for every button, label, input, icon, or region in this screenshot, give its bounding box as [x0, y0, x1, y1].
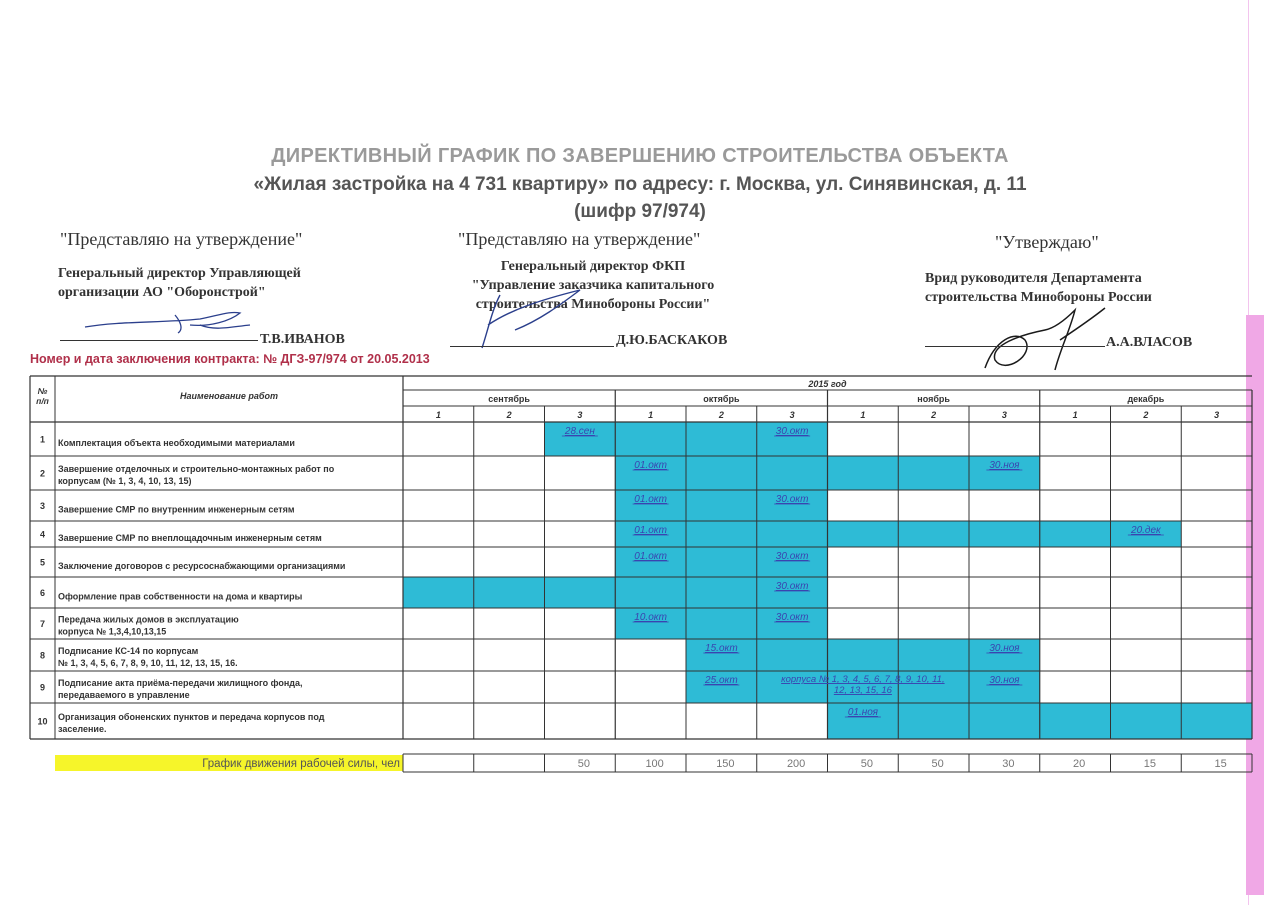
task-name: Подписание КС-14 по корпусам — [58, 646, 199, 656]
decade-label: 2 — [1143, 410, 1149, 420]
decade-label: 2 — [506, 410, 512, 420]
date-label: 30.окт — [775, 426, 809, 437]
workforce-value: 150 — [716, 758, 735, 770]
month-label: сентябрь — [488, 394, 530, 404]
task-bar-8 — [686, 639, 1040, 671]
approval-3-position: Врид руководителя Департамента строительства Минобороны России — [925, 271, 1152, 305]
span-label: 12, 13, 15, 16 — [833, 685, 892, 696]
decade-label: 2 — [931, 410, 937, 420]
document-code: (шифр 97/974) — [574, 201, 706, 222]
date-label: 01.окт — [634, 551, 667, 562]
date-label: 28.сен — [564, 426, 595, 437]
workforce-value: 20 — [1073, 758, 1086, 770]
date-label: 25.окт — [705, 675, 738, 686]
col-num-header: п/п — [36, 396, 49, 406]
year-label: 2015 год — [808, 379, 847, 389]
workforce-value: 30 — [1002, 758, 1015, 770]
task-name: Передача жилых домов в эксплуатацию — [58, 614, 239, 625]
workforce-value: 50 — [577, 758, 590, 770]
date-label: 30.окт — [775, 581, 809, 592]
contract-number: Номер и дата заключения контракта: № ДГЗ-97/974 от 20.05.2013 — [30, 352, 430, 366]
date-label: 15.окт — [705, 643, 738, 654]
task-number: 2 — [39, 468, 46, 479]
approval-1-position: Генеральный директор Управляющей организации АО "Оборонстрой" — [58, 266, 301, 300]
date-label: 30.ноя — [989, 675, 1020, 686]
decade-label: 2 — [718, 410, 724, 420]
decade-label: 3 — [1001, 410, 1007, 420]
task-name: корпусам (№ 1, 3, 4, 10, 13, 15) — [58, 476, 192, 486]
date-label: 30.ноя — [989, 643, 1020, 654]
col-name-header: Наименование работ — [180, 391, 278, 401]
task-name: заселение. — [58, 724, 107, 734]
task-name: Завершение СМР по внутренним инженерным сетям — [58, 504, 295, 515]
workforce-label: График движения рабочей силы, чел — [202, 758, 400, 770]
month-label: октябрь — [703, 394, 740, 404]
date-label: 01.окт — [634, 494, 667, 505]
date-label: 10.окт — [634, 612, 667, 623]
task-number: 7 — [39, 619, 46, 629]
workforce-value: 50 — [860, 758, 873, 770]
date-label: 30.окт — [775, 494, 809, 505]
date-label: 30.окт — [775, 551, 809, 562]
workforce-value: 50 — [931, 758, 944, 770]
task-name: Организация обоненских пунктов и передача корпусов под — [58, 712, 325, 722]
decade-label: 3 — [1214, 410, 1220, 420]
span-label: корпуса № 1, 3, 4, 5, 6, 7, 8, 9, 10, 11, — [781, 674, 945, 685]
date-label: 01.ноя — [847, 707, 878, 718]
workforce-value: 15 — [1143, 758, 1156, 770]
task-name: Завершение СМР по внеплощадочным инженерным сетям — [58, 533, 322, 543]
date-label: 01.окт — [634, 460, 667, 471]
task-number: 9 — [39, 682, 46, 693]
task-name: передаваемого в управление — [58, 690, 190, 700]
task-name: Подписание акта приёма-передачи жилищного фонда, — [58, 678, 303, 688]
date-label: 20.дек — [1131, 525, 1161, 536]
approval-2-position: Генеральный директор ФКП "Управление заказчика капитального строительства Минобороны России" — [471, 259, 715, 312]
task-number: 10 — [37, 716, 48, 727]
approval-3-name: А.А.ВЛАСОВ — [1106, 335, 1193, 350]
date-label: 30.окт — [775, 612, 809, 623]
approval-3-heading: "Утверждаю" — [995, 232, 1099, 252]
task-number: 1 — [39, 434, 46, 445]
workforce-value: 200 — [786, 758, 806, 770]
decade-label: 3 — [789, 410, 795, 420]
task-name: Комплектация объекта необходимыми материалами — [58, 438, 295, 448]
approval-1-heading: "Представляю на утверждение" — [60, 229, 303, 249]
task-number: 3 — [39, 501, 46, 511]
workforce-value: 100 — [645, 758, 664, 770]
task-name: Заключение договоров с ресурсоснабжающими организациями — [58, 561, 346, 571]
task-name: № 1, 3, 4, 5, 6, 7, 8, 9, 10, 11, 12, 13, 15, 16. — [58, 658, 238, 668]
document-subtitle: «Жилая застройка на 4 731 квартиру» по адресу: г. Москва, ул. Синявинская, д. 11 — [253, 174, 1027, 195]
date-label: 30.ноя — [989, 460, 1020, 471]
month-label: декабрь — [1127, 394, 1165, 404]
task-number: 6 — [39, 588, 46, 598]
task-number: 5 — [39, 557, 46, 568]
task-name: Завершение отделочных и строительно-монтажных работ по — [58, 464, 335, 474]
approval-1-name: Т.В.ИВАНОВ — [260, 332, 345, 347]
decade-label: 1 — [435, 410, 441, 420]
approval-2-heading: "Представляю на утверждение" — [458, 229, 701, 249]
decade-label: 1 — [648, 410, 654, 420]
approval-2-name: Д.Ю.БАСКАКОВ — [616, 333, 728, 348]
decade-label: 1 — [860, 410, 866, 420]
task-name: Оформление прав собственности на дома и квартиры — [58, 591, 303, 602]
task-number: 4 — [39, 529, 46, 540]
date-label: 01.окт — [634, 525, 667, 536]
document-title: ДИРЕКТИВНЫЙ ГРАФИК ПО ЗАВЕРШЕНИЮ СТРОИТЕЛЬСТВА ОБЪЕКТА — [271, 145, 1009, 167]
month-label: ноябрь — [917, 394, 950, 404]
workforce-value: 15 — [1214, 758, 1227, 770]
task-number: 8 — [39, 650, 46, 661]
decade-label: 1 — [1072, 410, 1078, 420]
task-name: корпуса № 1,3,4,10,13,15 — [58, 626, 167, 637]
decade-label: 3 — [577, 410, 583, 420]
col-num-header: № — [37, 386, 48, 396]
